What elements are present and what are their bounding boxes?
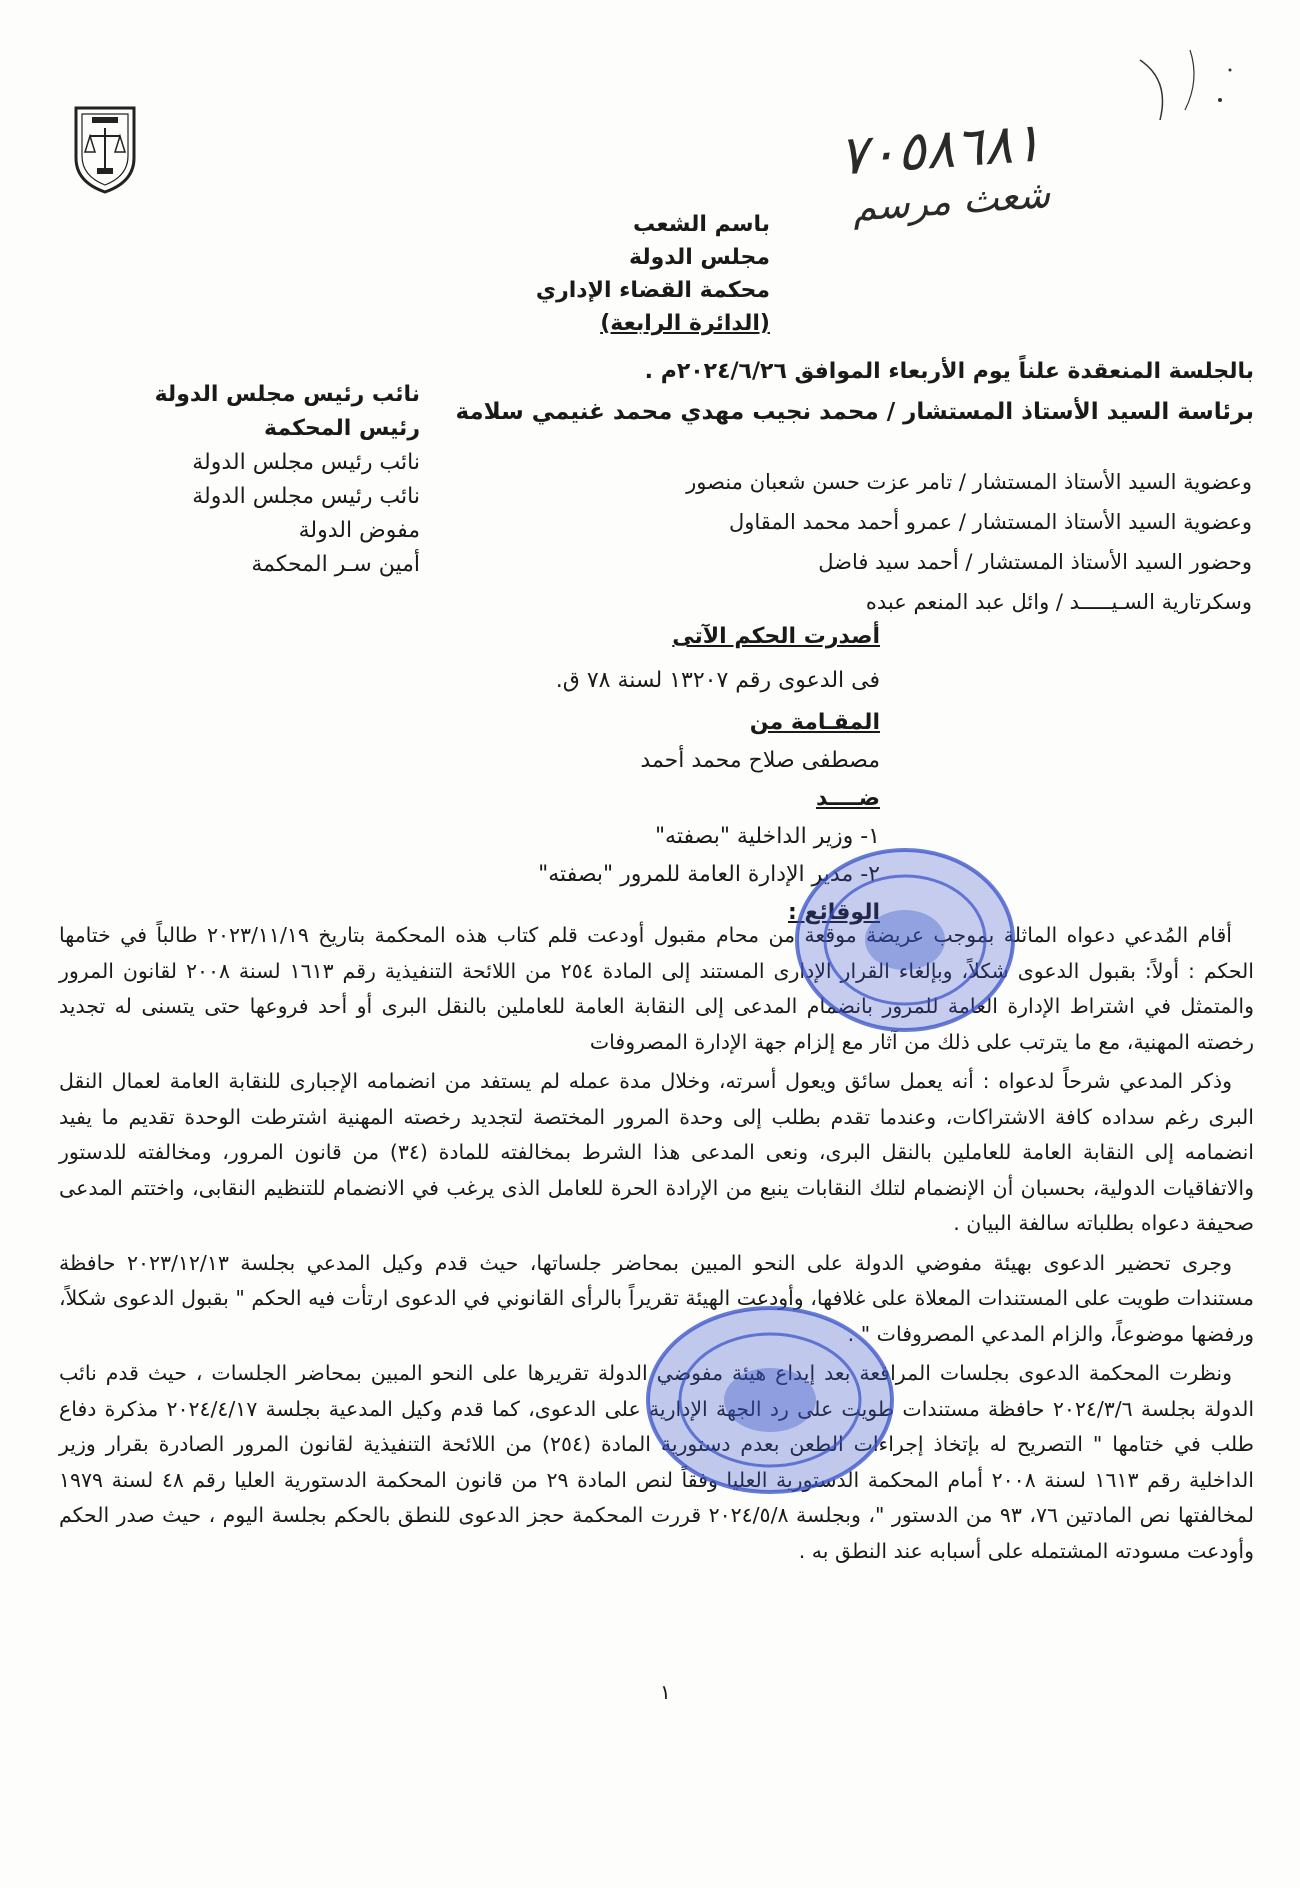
defendant-1: ١- وزير الداخلية "بصفته"	[654, 824, 880, 849]
member-2: وعضوية السيد الأستاذ المستشار / عمرو أحمد محمد المقاول	[729, 510, 1252, 534]
defendant-2: ٢- مدير الإدارة العامة للمرور "بصفته"	[538, 862, 880, 887]
paragraph-1: أقام المُدعي دعواه الماثلة بموجب عريضة موقعة من محام مقبول أودعت قلم كتاب هذه المحكمة بتاريخ ٢٠٢٣/١١/١٩ طالباً في ختامها الحكم : أولاً: بقبول الدعوى شكلاً، وبإلغاء القرار الإدارى المستند إلى المادة ٢٥٤ من اللائحة التنفيذية رقم ١٦١٣ لسنة ٢٠٠٨ لقانون المرور والمتمثل في اشتراط الإدارة العامة للمرور بانضمام المدعى إلى النقابة العامة للعاملين بالنقل البرى أو أحد فروعها حتى يتسنى له تجديد رخصته المهنية، مع ما يترتب على ذلك من آثار مع إلزام جهة الإدارة المصروفات	[59, 923, 1254, 1054]
title-3: نائب رئيس مجلس الدولة	[192, 450, 420, 475]
header-circuit: (الدائرة الرابعة)	[600, 311, 770, 336]
page-number: ١	[660, 1680, 671, 1704]
against-heading: ضــــد	[815, 786, 880, 811]
issued-heading: أصدرت الحكم الآتى	[672, 624, 880, 649]
panel-members	[472, 462, 1252, 622]
handwritten-number: ٧٠٥٨٦٨١	[836, 110, 1044, 188]
title-2: رئيس المحكمة	[264, 416, 420, 441]
state-council-emblem	[70, 100, 140, 195]
title-4: نائب رئيس مجلس الدولة	[192, 484, 420, 509]
court-header	[520, 208, 770, 340]
corner-scribble	[1130, 40, 1250, 130]
handwritten-signature: شعث مرسم	[850, 171, 1052, 230]
paragraph-4: ونظرت المحكمة الدعوى بجلسات المرافعة بعد إيداع هيئة مفوضي الدولة تقريرها على النحو المبين بمحاضر الجلسات ، حيث قدم نائب الدولة بجلسة ٢٠٢٤/٣/٦ حافظة مستندات طويت على رد الجهة الإدارية على الدعوى، كما قدم وكيل المدعية بجلسة ٢٠٢٤/٤/١٧ مذكرة دفاع طلب في ختامها " التصريح له بإتخاذ إجراءات الطعن بعدم دستورية المادة (٢٥٤) من اللائحة التنفيذية لقانون المرور الصادرة بقرار وزير الداخلية رقم ١٦١٣ لسنة ٢٠٠٨ أمام المحكمة الدستورية العليا وفقاً لنص المادة ٢٩ من قانون المحكمة الدستورية العليا رقم ٤٨ لسنة ١٩٧٩ لمخالفتها نص المادتين ٧٦، ٩٣ من الدستور "، وبجلسة ٢٠٢٤/٥/٨ قررت المحكمة حجز الدعوى للنطق بالحكم بجلسة اليوم ، حيث صدر الحكم وأودعت مسودته المشتمله على أسبابه عند النطق به .	[59, 1361, 1255, 1563]
member-4: وسكرتارية السـيـــــد / وائل عبد المنعم عبده	[865, 590, 1252, 614]
filed-by-heading: المقـامة من	[749, 710, 880, 735]
panel-titles	[60, 378, 420, 582]
header-line-1: باسم الشعب	[633, 212, 770, 237]
title-1: نائب رئيس مجلس الدولة	[154, 382, 420, 407]
plaintiff-name: مصطفى صلاح محمد أحمد	[640, 748, 880, 773]
session-info	[334, 352, 1254, 432]
header-line-2: مجلس الدولة	[628, 245, 770, 270]
header-line-3: محكمة القضاء الإداري	[535, 278, 770, 303]
facts-heading: الوقائع :	[787, 900, 880, 925]
member-1: وعضوية السيد الأستاذ المستشار / تامر عزت حسن شعبان منصور	[686, 470, 1252, 494]
facts-body	[59, 918, 1254, 1573]
member-3: وحضور السيد الأستاذ المستشار / أحمد سيد فاضل	[818, 550, 1252, 574]
title-5: مفوض الدولة	[298, 518, 420, 543]
session-chair-line: برئاسة السيد الأستاذ المستشار / محمد نجيب مهدي محمد غنيمي سلامة	[455, 399, 1254, 425]
case-block	[440, 618, 880, 932]
title-6: أمين سـر المحكمة	[251, 552, 420, 577]
paragraph-3: وجرى تحضير الدعوى بهيئة مفوضي الدولة على النحو المبين بمحاضر جلساتها، حيث قدم وكيل المدعي بجلسة ٢٠٢٣/١٢/١٣ حافظة مستندات طويت على المستندات المعلاة على غلافها، وأودعت الهيئة تقريراً بالرأى القانوني في الدعوى ارتأت فيه الحكم " بقبول الدعوى شكلاً، ورفضها موضوعاً، والزام المدعي المصروفات " .	[59, 1250, 1254, 1346]
session-date-line: بالجلسة المنعقدة علناً يوم الأربعاء الموافق ٢٠٢٤/٦/٢٦م .	[644, 359, 1254, 384]
handwritten-annotation	[837, 104, 1173, 231]
paragraph-2: وذكر المدعي شرحاً لدعواه : أنه يعمل سائق ويعول أسرته، وخلال مدة عمله لم يستفد من انضمامه الإجبارى للنقابة العامة لعمال النقل البرى رغم سداده كافة الاشتراكات، وعندما تقدم بطلب إلى وحدة المرور المختصة لتجديد رخصته المهنية اشترطت الوحدة تقديم ما يفيد انضمامه إلى النقابة العامة للعاملين بالنقل البرى، ونعى المدعى هذا الشرط بمخالفته للمادة (٣٤) من قانون المرور، ومخالفته للدستور والاتفاقيات الدولية، بحسبان أن الإنضمام لتلك النقابات ينبع من الإرادة الحرة للعامل الذى يرغب في الانضمام للتنظيم النقابى، واختتم المدعى صحيفة دعواه بطلباته سالفة البيان .	[59, 1069, 1254, 1235]
case-number: فى الدعوى رقم ١٣٢٠٧ لسنة ٧٨ ق.	[555, 668, 880, 693]
